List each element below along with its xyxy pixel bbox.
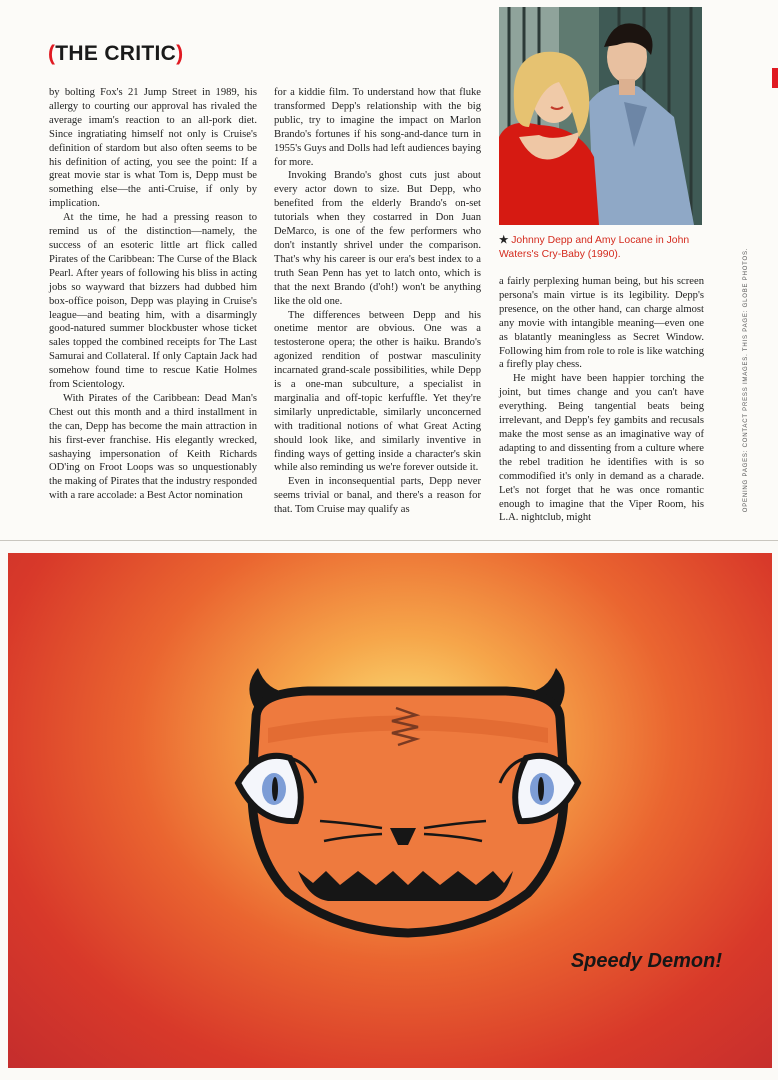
article-column-3 [499,275,704,525]
photo-credit [740,230,752,520]
advertisement [8,553,772,1068]
page-edge-mark [772,68,778,88]
demon-mascot-illustration [8,553,772,1068]
paragraph: Even in inconsequential parts, Depp never seems trivial or banal, and there's a reason for that. Tom Cruise may qualify as [274,476,481,516]
paragraph: The differences between Depp and his onetime mentor are obvious. One was a testosterone opera; the other is haiku. Brando's agonized rendition of postwar masculinity incarnated grand-scale possibilities, while Depp is a one-man subculture, a specialist in marginalia and off-topic kerfuffle. Yet they're similarly unpredictable, similarly unconcerned with traditional notions of what Great Acting should look like, and similarly inventive in finding ways of getting inside a character's skin while also reminding us we're forever outside it. [274,309,481,474]
paragraph: for a kiddie film. To understand how that fluke transformed Depp's relationship with the big public, try to imagine the impact on Marlon Brando's fortunes if his song-and-dance turn in 1955's Guys and Dolls had left audiences baying for more. [274,87,481,168]
section-paren-open: ( [48,42,56,65]
paragraph: At the time, he had a pressing reason to remind us of the distinction—namely, the success of an esoteric little art flick called Pirates of the Caribbean: The Curse of the Black Pearl. After years of following his bliss in acting jobs so wayward that bizzers had dubbed him box-office poison, Depp was playing in Cruise's league—and beating him, with a disarmingly good-natured summer blockbuster whose ticket sales topped the combined receipts for The Last Samurai and Collateral. If only Captain Jack had somehow found time to rescue Katie Holmes from Scientology. [49,212,257,391]
section-paren-close: ) [176,42,184,65]
photo-caption [499,234,704,261]
paragraph: by bolting Fox's 21 Jump Street in 1989, his allergy to courting our approval has rivaled the average imam's reaction to an all-pork diet. Since ingratiating himself not only is Cruise's definition of stardom but also often seems to be his definition of acting, you see the point: If a great movie star is what Tom is, Depp must be something else—the anti-Cruise, if only by implication. [49,87,257,210]
film-still-photo [499,7,702,225]
caption-text: Johnny Depp and Amy Locane in John Waters's Cry-Baby (1990). [499,235,690,260]
paragraph: He might have been happier torching the joint, but times change and you can't have everything. Being tangential beats being irrelevant, and Depp's fey gambits and recusals make the most sense as an imaginative way of adapting to and dissenting from a culture where the rebel tradition he identifies with is so commodified it's only in demand as a charade. Let's not forget that he was once romantic enough to imagine that the Viper Room, his L.A. nightclub, might [499,373,704,524]
paragraph: Invoking Brando's ghost cuts just about every actor down to size. But Depp, who benefited from the elderly Brando's on-set tutorials when they costarred in Don Juan DeMarco, is one of the few performers who don't instantly shrivel under the comparison. That's why his career is our era's best index to a truth Sean Penn has yet to latch onto, which is that the next Brando (d'oh!) won't be anything like the old one. [274,170,481,307]
star-icon: ★ [499,235,509,246]
section-title: THE CRITIC [55,42,177,65]
ad-tagline: Speedy Demon! [570,950,722,972]
section-header [48,42,183,66]
paragraph: a fairly perplexing human being, but his screen persona's main virtue is its legibility. Depp's presence, on the other hand, can charge almost any movie with intangible meaning—even one as blatantly meaningless as Secret Window. Following him from role to role is like watching a firefly play chess. [499,276,704,371]
page-divider [0,540,778,541]
article-column-2 [274,86,481,517]
article-column-1 [49,86,257,503]
photo-credit-text: OPENING PAGES: CONTACT PRESS IMAGES. THIS PAGE: GLOBE PHOTOS. [743,247,749,513]
paragraph: With Pirates of the Caribbean: Dead Man's Chest out this month and a third installment in the can, Depp has become the main attraction in his first-ever franchise. His elegantly wrecked, sashaying impersonation of Keith Richards OD'ing on Froot Loops was so unquestionably the making of Pirates that the industry responded with a rare accolade: a Best Actor nomination [49,392,258,502]
